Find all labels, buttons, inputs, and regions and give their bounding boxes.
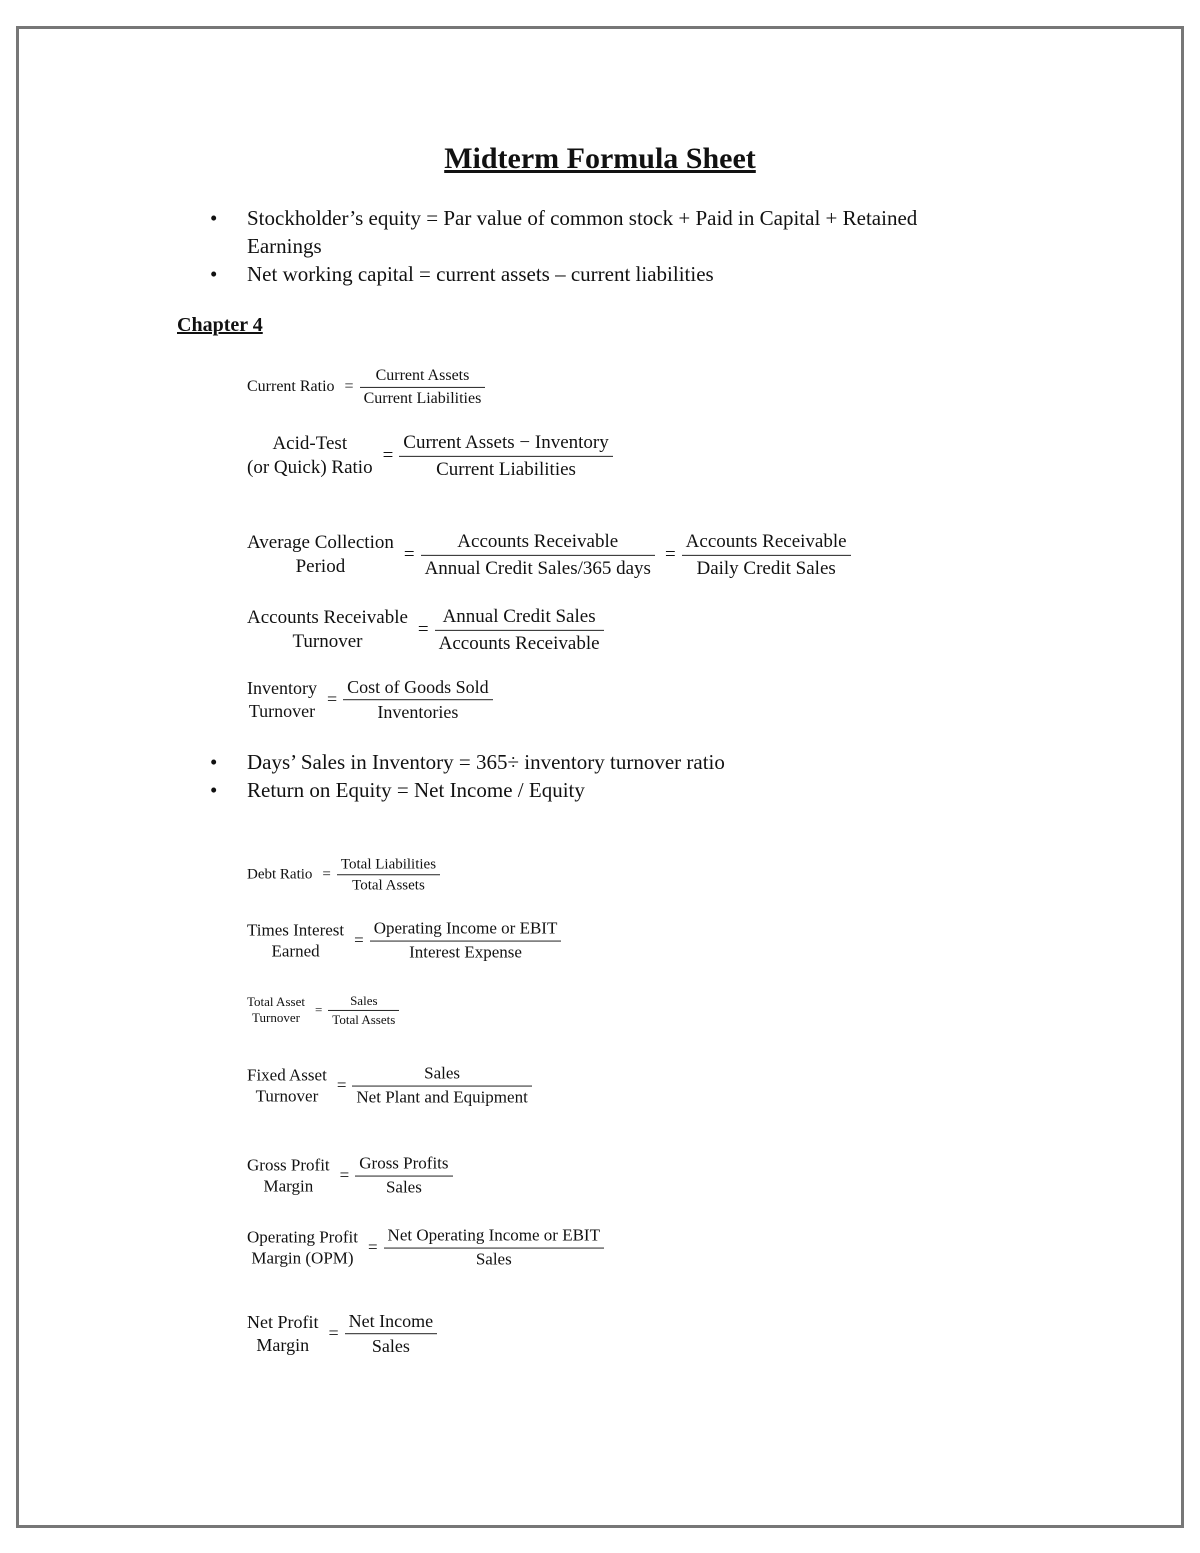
bullet-icon: • [210,206,218,230]
equals-sign: = [336,1076,347,1095]
numerator: Current Assets − Inventory [399,430,612,457]
numerator: Current Assets [360,365,486,388]
formula-label: Period [295,556,346,577]
denominator: Sales [385,1177,422,1197]
formula-label: Margin [256,1335,310,1355]
denominator: Daily Credit Sales [696,557,836,579]
numerator: Sales [328,992,399,1011]
bullet-text-cont: Earnings [247,234,322,258]
equals-sign: = [417,619,429,640]
equals-sign: = [326,689,338,710]
formula-debt-ratio [247,854,440,896]
page-title [0,142,1200,176]
equals-sign: = [354,931,364,950]
formula-label: Margin (OPM) [251,1249,354,1268]
denominator: Sales [371,1336,410,1357]
numerator: Operating Income or EBIT [370,918,562,942]
formula-label: Operating Profit [247,1227,358,1247]
numerator: Cost of Goods Sold [343,675,493,700]
formula-fixed-asset-turnover [247,1063,532,1110]
numerator: Sales [352,1063,531,1087]
formula-current-ratio [247,365,485,409]
formula-times-interest-earned [247,918,561,965]
numerator: Accounts Receivable [682,529,851,556]
equals-sign: = [382,445,394,466]
denominator: Annual Credit Sales/365 days [424,557,651,579]
equals-sign: = [664,544,676,565]
bullet-icon: • [210,750,218,774]
formula-label: Margin [263,1177,314,1196]
formula-label: Current Ratio [247,378,335,395]
formula-label: Turnover [252,1010,300,1025]
equals-sign: = [314,1002,323,1017]
equals-sign: = [344,378,354,395]
page-border [16,26,1184,1528]
formula-label: Inventory [247,678,317,699]
denominator: Inventories [377,702,459,723]
numerator: Gross Profits [355,1153,452,1177]
formula-label: Average Collection [247,532,394,554]
numerator: Annual Credit Sales [435,604,604,631]
formula-total-asset-turnover [247,992,399,1028]
bullet-text: Return on Equity = Net Income / Equity [247,778,585,802]
equals-sign: = [403,544,415,565]
equals-sign: = [339,1166,350,1185]
formula-net-profit-margin [247,1309,437,1359]
bullet-icon: • [210,778,218,802]
formula-label: Net Profit [247,1312,319,1333]
formula-ar-turnover [247,604,604,656]
formula-label: Fixed Asset [247,1065,327,1085]
bullet-text: Days’ Sales in Inventory = 365÷ inventory turnover ratio [247,750,725,774]
formula-label: Total Asset [247,993,305,1009]
formula-label: Accounts Receivable [247,607,408,629]
denominator: Interest Expense [409,942,522,962]
equals-sign: = [367,1238,378,1257]
formula-label: Times Interest [247,920,345,940]
equals-sign: = [328,1323,339,1344]
formula-acid-test [247,430,613,482]
formula-label: Gross Profit [247,1155,330,1175]
equals-sign: = [322,866,331,883]
formula-label: Acid-Test [272,433,348,455]
formula-label: (or Quick) Ratio [247,457,373,478]
denominator: Net Plant and Equipment [356,1087,528,1107]
denominator: Current Liabilities [436,458,576,480]
numerator: Net Operating Income or EBIT [384,1225,604,1249]
numerator: Accounts Receivable [421,529,655,556]
numerator: Net Income [345,1309,437,1334]
numerator: Total Liabilities [337,854,440,875]
bullet-text: Stockholder’s equity = Par value of common stock + Paid in Capital + Retained [247,206,918,230]
formula-inventory-turnover [247,675,493,725]
formula-average-collection-period [247,529,851,581]
formula-label: Debt Ratio [247,866,313,883]
formula-label: Turnover [248,701,316,721]
chapter-heading: Chapter 4 [177,314,263,336]
denominator: Total Assets [332,1011,396,1027]
formula-label: Earned [271,942,320,961]
denominator: Current Liabilities [363,389,482,407]
denominator: Accounts Receivable [438,632,600,654]
bullet-text: Net working capital = current assets – current liabilities [247,262,714,286]
formula-label: Turnover [292,631,363,652]
formula-label: Turnover [255,1087,319,1106]
denominator: Total Assets [352,877,425,894]
denominator: Sales [475,1249,512,1269]
bullet-icon: • [210,262,218,286]
title-text: Midterm Formula Sheet [444,142,756,175]
formula-gross-profit-margin [247,1153,453,1200]
formula-operating-profit-margin [247,1225,604,1272]
